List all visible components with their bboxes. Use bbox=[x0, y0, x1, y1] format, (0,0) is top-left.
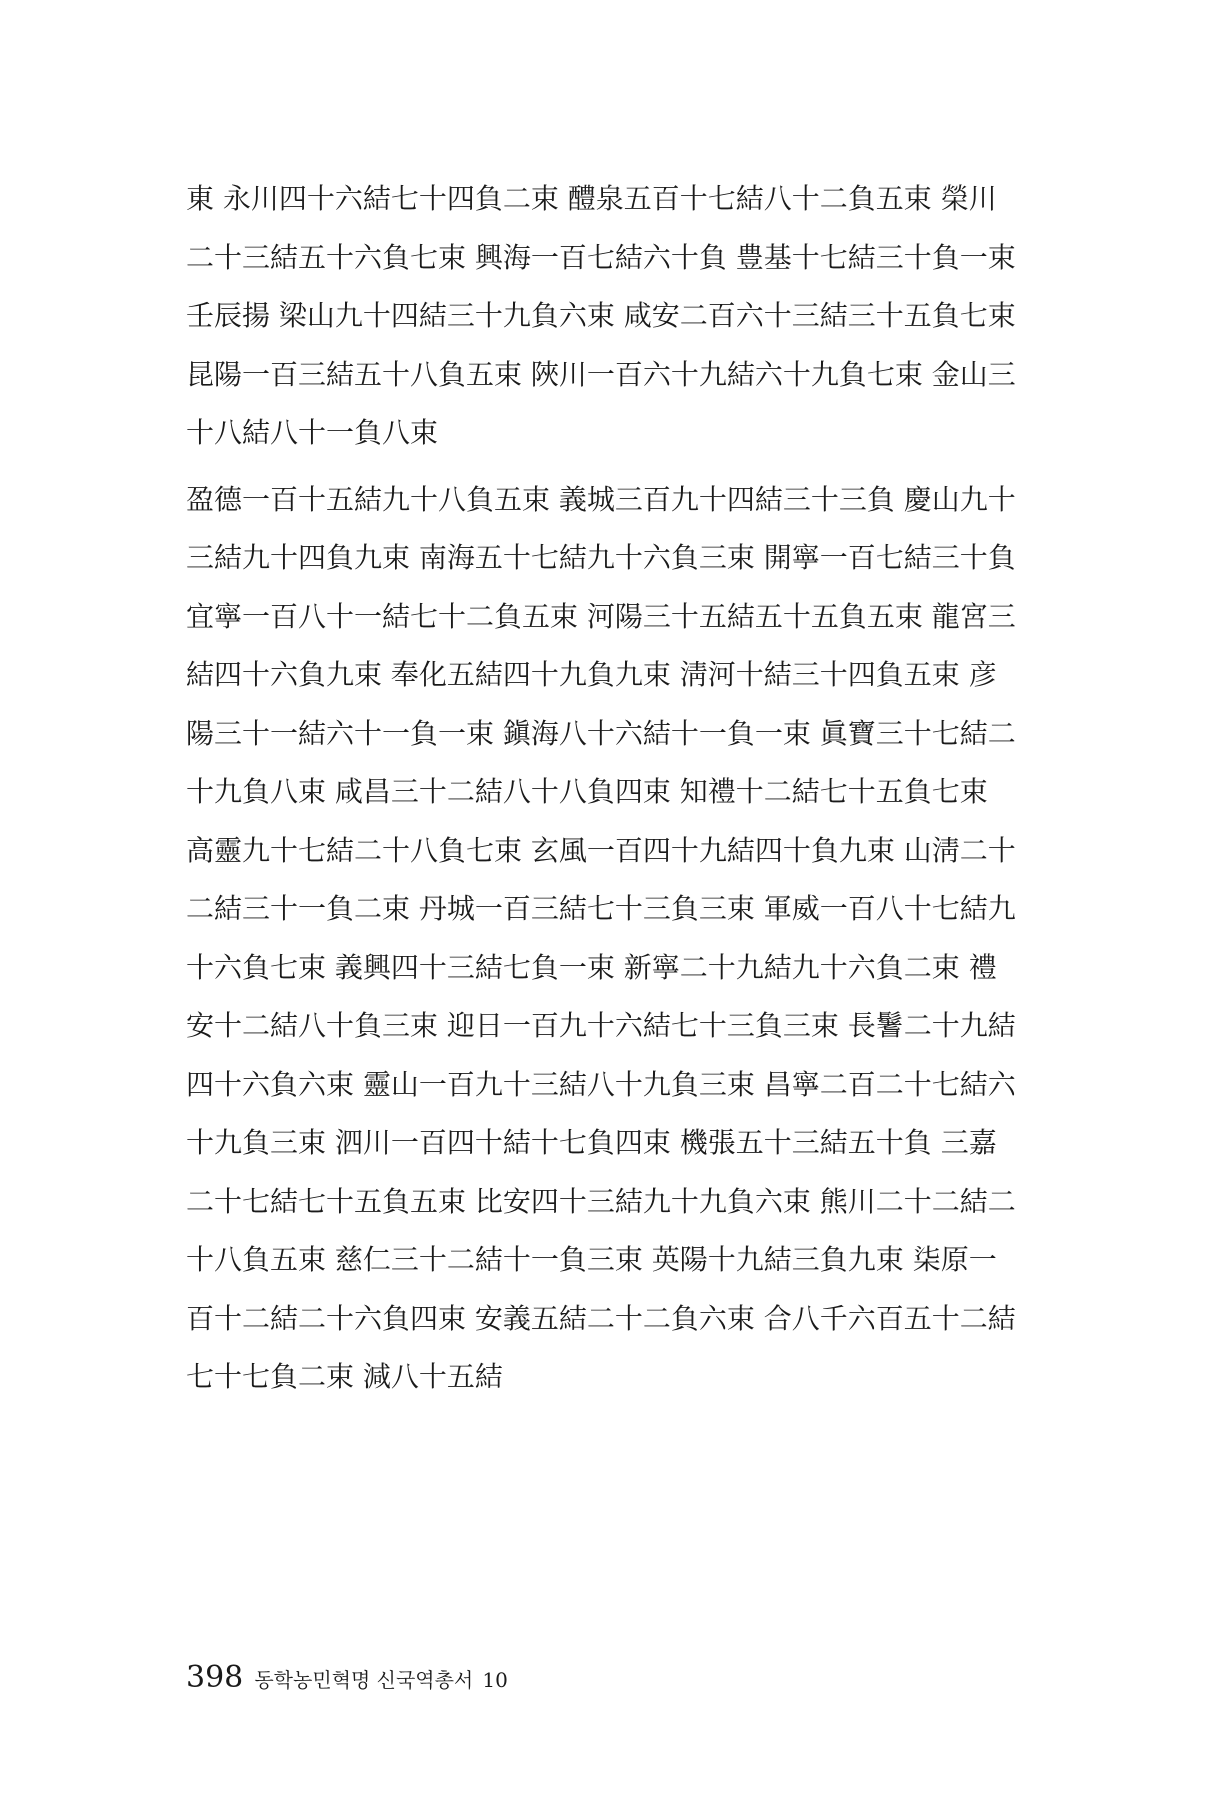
text-line: 昆陽一百三結五十八負五束 陜川一百六十九結六十九負七束 金山三 bbox=[186, 357, 1016, 391]
page-number: 398 bbox=[186, 1660, 244, 1695]
text-line: 宜寧一百八十一結七十二負五束 河陽三十五結五十五負五束 龍宮三 bbox=[186, 599, 1016, 633]
text-line: 十九負八束 咸昌三十二結八十八負四束 知禮十二結七十五負七束 bbox=[186, 775, 988, 808]
paragraph-gap bbox=[186, 463, 1026, 471]
paragraph-2 bbox=[186, 471, 1026, 1407]
text-line: 二結三十一負二束 丹城一百三結七十三負三束 軍威一百八十七結九 bbox=[186, 892, 1016, 925]
text-line: 十八結八十一負八束 bbox=[186, 416, 439, 449]
text-line: 七十七負二束 減八十五結 bbox=[186, 1360, 503, 1393]
text-line: 安十二結八十負三束 迎日一百九十六結七十三負三束 長鬐二十九結 bbox=[186, 1009, 1016, 1042]
paragraph-1 bbox=[186, 170, 1026, 463]
text-line: 百十二結二十六負四束 安義五結二十二負六束 合八千六百五十二結 bbox=[186, 1301, 1016, 1335]
text-line: 二十七結七十五負五束 比安四十三結九十九負六束 熊川二十二結二 bbox=[186, 1184, 1016, 1218]
text-line: 四十六負六束 靈山一百九十三結八十九負三束 昌寧二百二十七結六 bbox=[186, 1067, 1016, 1101]
text-line: 壬辰揚 梁山九十四結三十九負六束 咸安二百六十三結三十五負七束 bbox=[186, 299, 1016, 332]
text-line: 盈德一百十五結九十八負五束 義城三百九十四結三十三負 慶山九十 bbox=[186, 482, 1016, 516]
book-title: 동학농민혁명 신국역총서 bbox=[254, 1668, 474, 1692]
text-line: 東 永川四十六結七十四負二束 醴泉五百十七結八十二負五束 榮川 bbox=[186, 182, 997, 215]
text-line: 十八負五束 慈仁三十二結十一負三束 英陽十九結三負九束 柒原一 bbox=[186, 1243, 997, 1276]
text-line: 結四十六負九束 奉化五結四十九負九束 淸河十結三十四負五束 彦 bbox=[186, 658, 997, 691]
page-footer bbox=[186, 1658, 508, 1698]
text-line: 陽三十一結六十一負一束 鎭海八十六結十一負一束 眞寶三十七結二 bbox=[186, 716, 1016, 750]
text-line: 十六負七束 義興四十三結七負一束 新寧二十九結九十六負二束 禮 bbox=[186, 950, 997, 984]
volume-number: 10 bbox=[482, 1668, 508, 1692]
text-line: 十九負三束 泗川一百四十結十七負四束 機張五十三結五十負 三嘉 bbox=[186, 1126, 997, 1159]
text-line: 二十三結五十六負七束 興海一百七結六十負 豊基十七結三十負一束 bbox=[186, 240, 1016, 274]
body-text bbox=[186, 170, 1026, 1407]
text-line: 高靈九十七結二十八負七束 玄風一百四十九結四十負九束 山淸二十 bbox=[186, 833, 1016, 867]
text-line: 三結九十四負九束 南海五十七結九十六負三束 開寧一百七結三十負 bbox=[186, 541, 1016, 574]
